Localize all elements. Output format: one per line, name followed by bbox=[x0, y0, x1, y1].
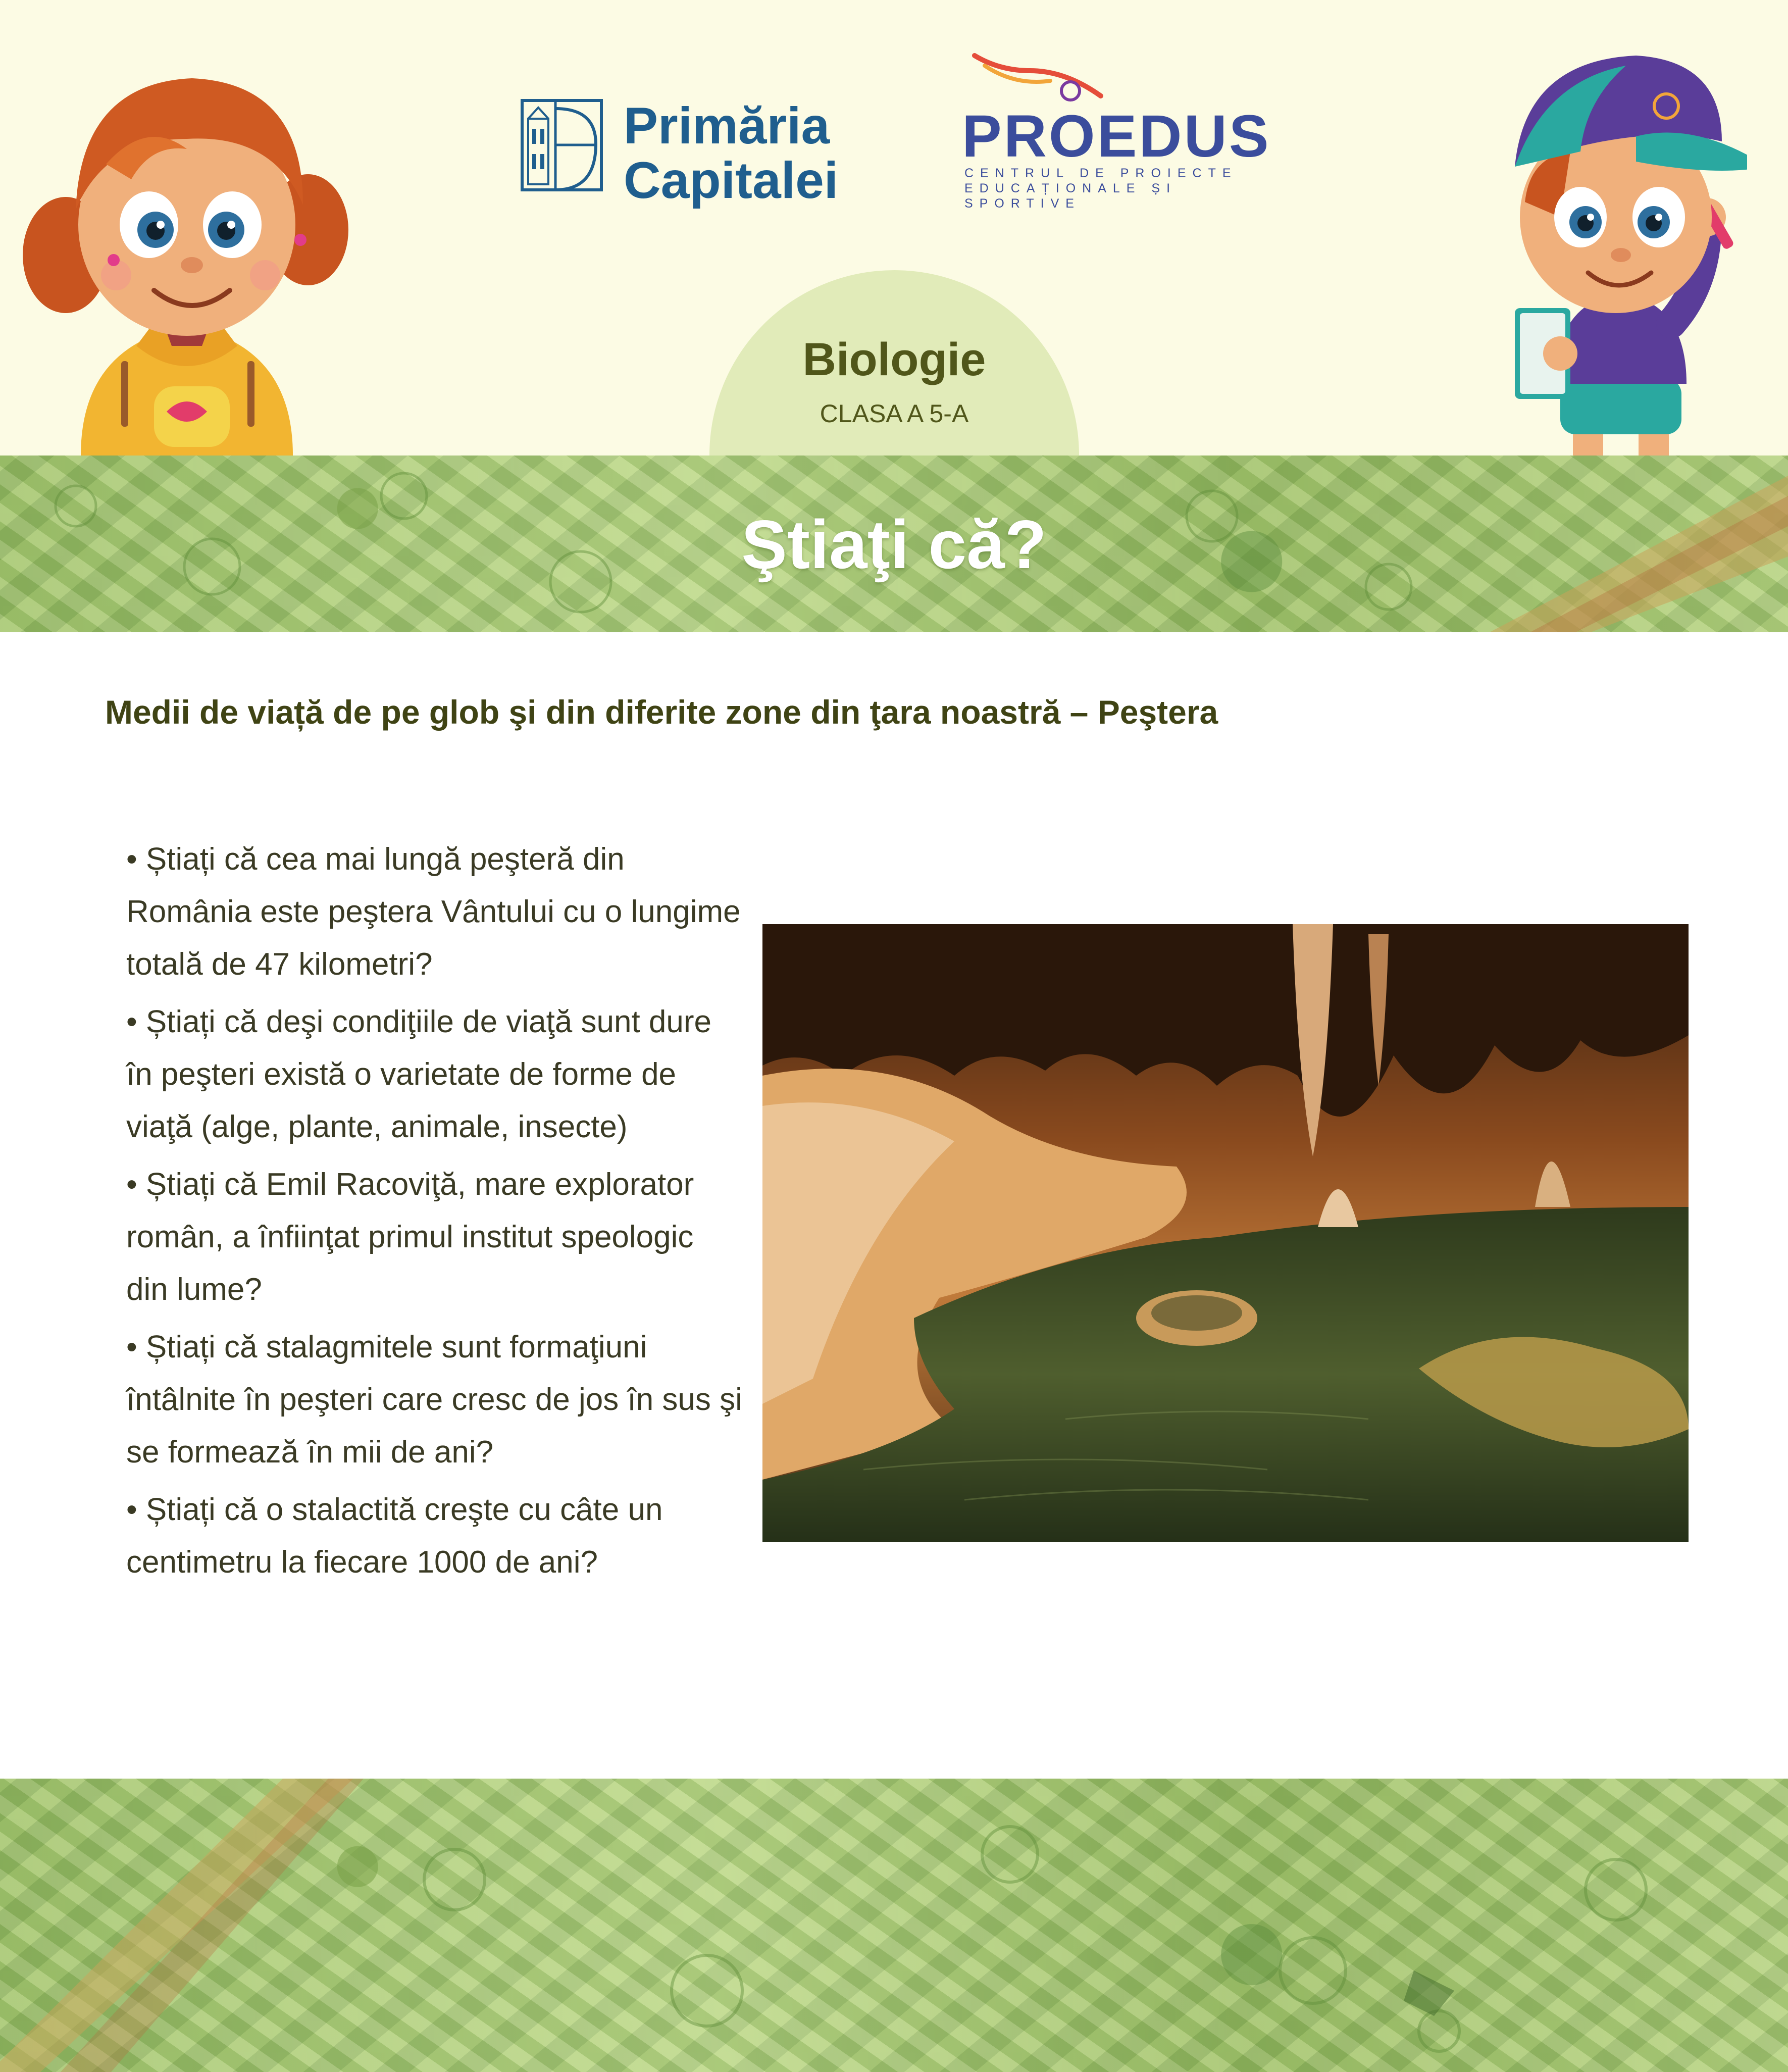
facts-list bbox=[126, 833, 742, 1594]
primaria-building-icon bbox=[520, 98, 603, 192]
fact-item: • Știați că stalagmitele sunt formaţiuni întâlnite în peşteri care cresc de jos în sus şi se formează în mii de ani? bbox=[126, 1330, 742, 1470]
primaria-capitalei-logo bbox=[520, 97, 843, 209]
fact-item: • Știați că deşi condiţiile de viaţă sunt dure în peşteri există o varietate de forme de viaţă (alge, plante, animale, insecte) bbox=[126, 1004, 712, 1144]
proedus-flame-icon bbox=[969, 50, 1121, 106]
proedus-logo bbox=[949, 50, 1271, 211]
bottom-decorative-band bbox=[0, 1779, 1788, 2072]
fact-item: • Știați că cea mai lungă peşteră din România este peştera Vântului cu o lungime totală de 47 kilometri? bbox=[126, 842, 741, 982]
topic-heading: Medii de viață de pe glob şi din diferite zone din ţara noastră – Peştera bbox=[105, 693, 1218, 731]
boy-mascot-illustration bbox=[1485, 50, 1747, 456]
cave-photo bbox=[762, 924, 1689, 1542]
banner-title: Ştiaţi că? bbox=[741, 506, 1047, 583]
primaria-logo-line1: Primăria bbox=[624, 97, 830, 155]
girl-mascot-illustration bbox=[20, 63, 353, 456]
subject-title: Biologie bbox=[802, 334, 986, 385]
proedus-logo-subtitle: CENTRUL DE PROIECTE EDUCAȚIONALE ȘI SPORTIVE bbox=[964, 166, 1238, 211]
primaria-logo-line2: Capitalei bbox=[624, 151, 839, 209]
proedus-logo-name: PROEDUS bbox=[962, 103, 1271, 170]
plant-tissue-texture bbox=[0, 1779, 1788, 2072]
fact-item: • Știați că o stalactită creşte cu câte un centimetru la fiecare 1000 de ani? bbox=[126, 1492, 663, 1580]
fact-item: • Știați că Emil Racoviţă, mare explorator român, a înfiinţat primul institut speologic din lume? bbox=[126, 1167, 694, 1307]
subject-class: CLASA A 5-A bbox=[820, 399, 969, 428]
page-header bbox=[0, 0, 1788, 456]
